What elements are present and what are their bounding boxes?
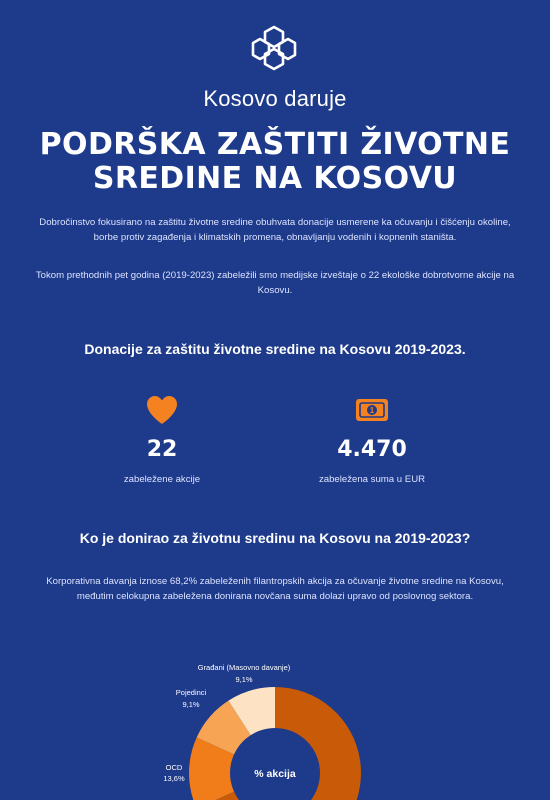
intro-paragraph-1: Dobročinstvo fokusirano na zaštitu životne sredine obuhvata donacije usmerene ka očuvanju i čišćenju okoline, borbe protiv zagađenja i klimatskih promena, obnavljanju vodenih i kopnenih staništa.	[39, 217, 511, 243]
stat-value-sum: 4.470	[337, 437, 407, 462]
stat-sum	[272, 394, 472, 485]
label-citizens-value: 9,1%	[235, 675, 253, 684]
title-line-1: PODRŠKA ZAŠTITI ŽIVOTNE	[39, 127, 511, 162]
brand-name: Kosovo daruje	[203, 86, 347, 111]
label-ocd-value: 13,6%	[163, 774, 185, 783]
label-ocd-name: OCD	[165, 763, 183, 772]
money-icon	[354, 394, 390, 426]
heart-icon	[145, 394, 179, 426]
donut-chart	[0, 640, 550, 800]
kosovo-daruje-logo-icon	[250, 24, 298, 72]
donors-paragraph: Korporativna davanja iznose 68,2% zabeleženih filantropskih akcija za očuvanje životne sredine na Kosovu, međutim celokupna zabeležena donirana novčana suma dolazi upravo od poslovnog sektora.	[46, 576, 504, 602]
donut-center-label: % akcija	[254, 768, 296, 780]
title-line-2: SREDINE NA KOSOVU	[92, 161, 458, 196]
stat-value-actions: 22	[146, 437, 178, 462]
section-title-donors: Ko je donirao za životnu sredinu na Kosovu na 2019-2023?	[79, 530, 471, 546]
label-individuals-value: 9,1%	[182, 700, 200, 709]
intro-paragraph-2: Tokom prethodnih pet godina (2019-2023) zabeležili smo medijske izveštaje o 22 ekološke dobrotvorne akcije na Kosovu.	[35, 270, 515, 296]
svg-text:1: 1	[369, 406, 375, 415]
page-title	[0, 128, 550, 196]
stat-label-sum: zabeležena suma u EUR	[318, 474, 426, 485]
stat-label-actions: zabeležene akcije	[123, 474, 201, 485]
stat-actions	[62, 394, 262, 485]
label-citizens-name: Građani (Masovno davanje)	[197, 663, 291, 672]
label-individuals-name: Pojedinci	[175, 688, 207, 697]
section-title-donations: Donacije za zaštitu životne sredine na Kosovu 2019-2023.	[84, 341, 466, 357]
